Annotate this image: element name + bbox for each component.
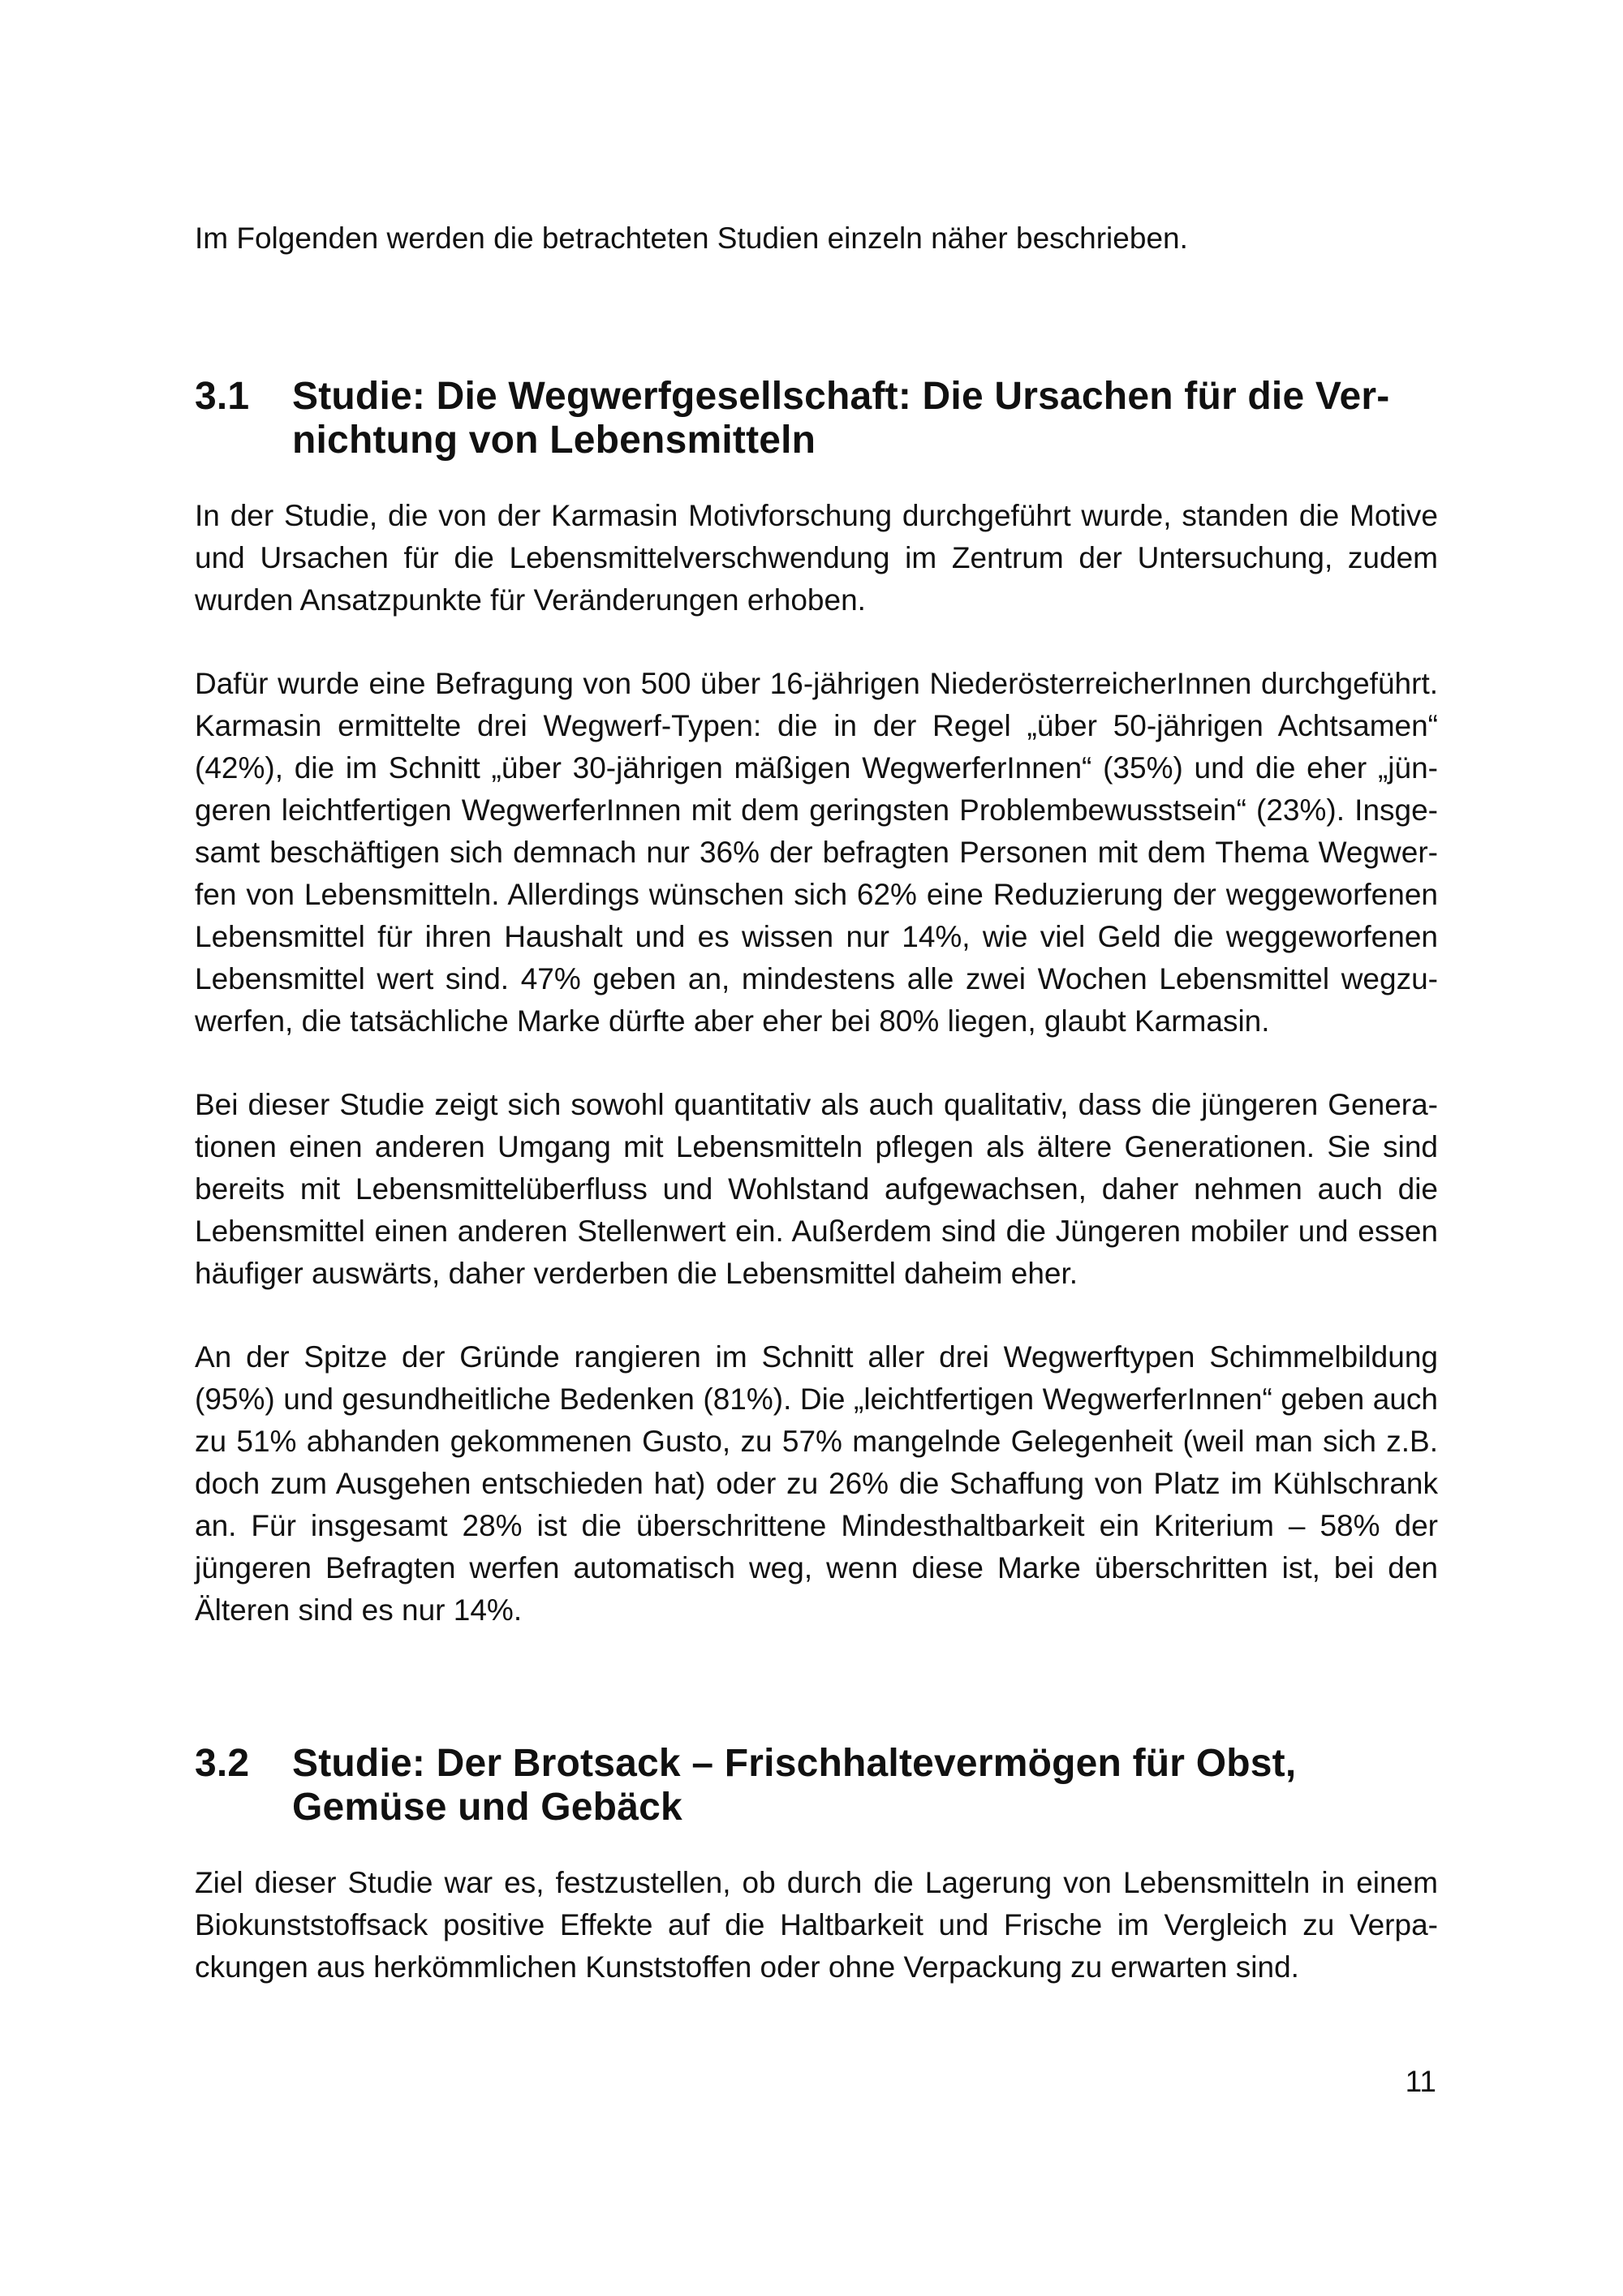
section-title: Studie: Die Wegwerfgesellschaft: Die Ursachen für die Vernichtung von Lebensmitteln [292, 375, 1390, 462]
section-heading [195, 375, 1438, 462]
section-3-2 [195, 1742, 1438, 1989]
paragraph: Dafür wurde eine Befragung von 500 über 16-jährigen NiederösterreicherInnen durchgeführt. Karmasin ermittelte drei Wegwerf-Typen: die in der Regel „über 50-jährigen Achtsamen“ (42%), die im Schnitt „über 30-jährigen mäßigen WegwerferInnen“ (35%) und die eher „jüngeren leichtfertigen WegwerferInnen mit dem geringsten Problembewusstsein“ (23%). Insgesamt beschäftigen sich demnach nur 36% der befragten Personen mit dem Thema Wegwerfen von Lebensmitteln. Allerdings wünschen sich 62% eine Reduzierung der weggeworfenen Lebensmittel für ihren Haushalt und es wissen nur 14%, wie viel Geld die weggeworfenen Lebensmittel wert sind. 47% geben an, mindestens alle zwei Wochen Lebensmittel wegzuwerfen, die tatsächliche Marke dürfte aber eher bei 80% liegen, glaubt Karmasin. [195, 667, 1438, 1038]
paragraph: Bei dieser Studie zeigt sich sowohl quantitativ als auch qualitativ, dass die jüngeren Generationen einen anderen Umgang mit Lebensmitteln pflegen als ältere Generationen. Sie sind bereits mit Lebensmittelüberfluss und Wohlstand aufgewachsen, daher nehmen auch die Lebensmittel einen anderen Stellenwert ein. Außerdem sind die Jüngeren mobiler und essen häufiger auswärts, daher verderben die Lebensmittel daheim eher. [195, 1088, 1438, 1290]
section-heading [195, 1742, 1438, 1829]
page-number: 11 [1405, 2065, 1436, 2098]
section-title: Studie: Der Brotsack – Frischhaltevermögen für Obst, Gemüse und Gebäck [292, 1742, 1297, 1829]
section-number: 3.2 [195, 1742, 250, 1785]
paragraph: An der Spitze der Gründe rangieren im Schnitt aller drei Wegwerftypen Schimmelbildung (95%) und gesundheitliche Bedenken (81%). Die „leichtfertigen WegwerferInnen“ geben auch zu 51% abhanden gekommenen Gusto, zu 57% mangelnde Gelegenheit (weil man sich z.B. doch zum Ausgehen entschieden hat) oder zu 26% die Schaffung von Platz im Kühlschrank an. Für insgesamt 28% ist die überschrittene Mindesthaltbarkeit ein Kriterium – 58% der jüngeren Befragten werfen automatisch weg, wenn diese Marke überschritten ist, bei den Älteren sind es nur 14%. [195, 1340, 1438, 1627]
paragraph: In der Studie, die von der Karmasin Motivforschung durchgeführt wurde, standen die Motive und Ursachen für die Lebensmittelverschwendung im Zentrum der Untersuchung, zudem wurden Ansatzpunkte für Veränderungen erhoben. [195, 499, 1438, 617]
page-body [195, 217, 1438, 1989]
intro-paragraph: Im Folgenden werden die betrachteten Studien einzeln näher beschrieben. [195, 221, 1188, 255]
section-number: 3.1 [195, 375, 250, 418]
paragraph: Ziel dieser Studie war es, festzustellen, ob durch die Lagerung von Lebensmitteln in einem Biokunststoffsack positive Effekte auf die Haltbarkeit und Frische im Vergleich zu Verpackungen aus herkömmlichen Kunststoffen oder ohne Verpackung zu erwarten sind. [195, 1866, 1438, 1984]
section-3-1 [195, 375, 1438, 1632]
